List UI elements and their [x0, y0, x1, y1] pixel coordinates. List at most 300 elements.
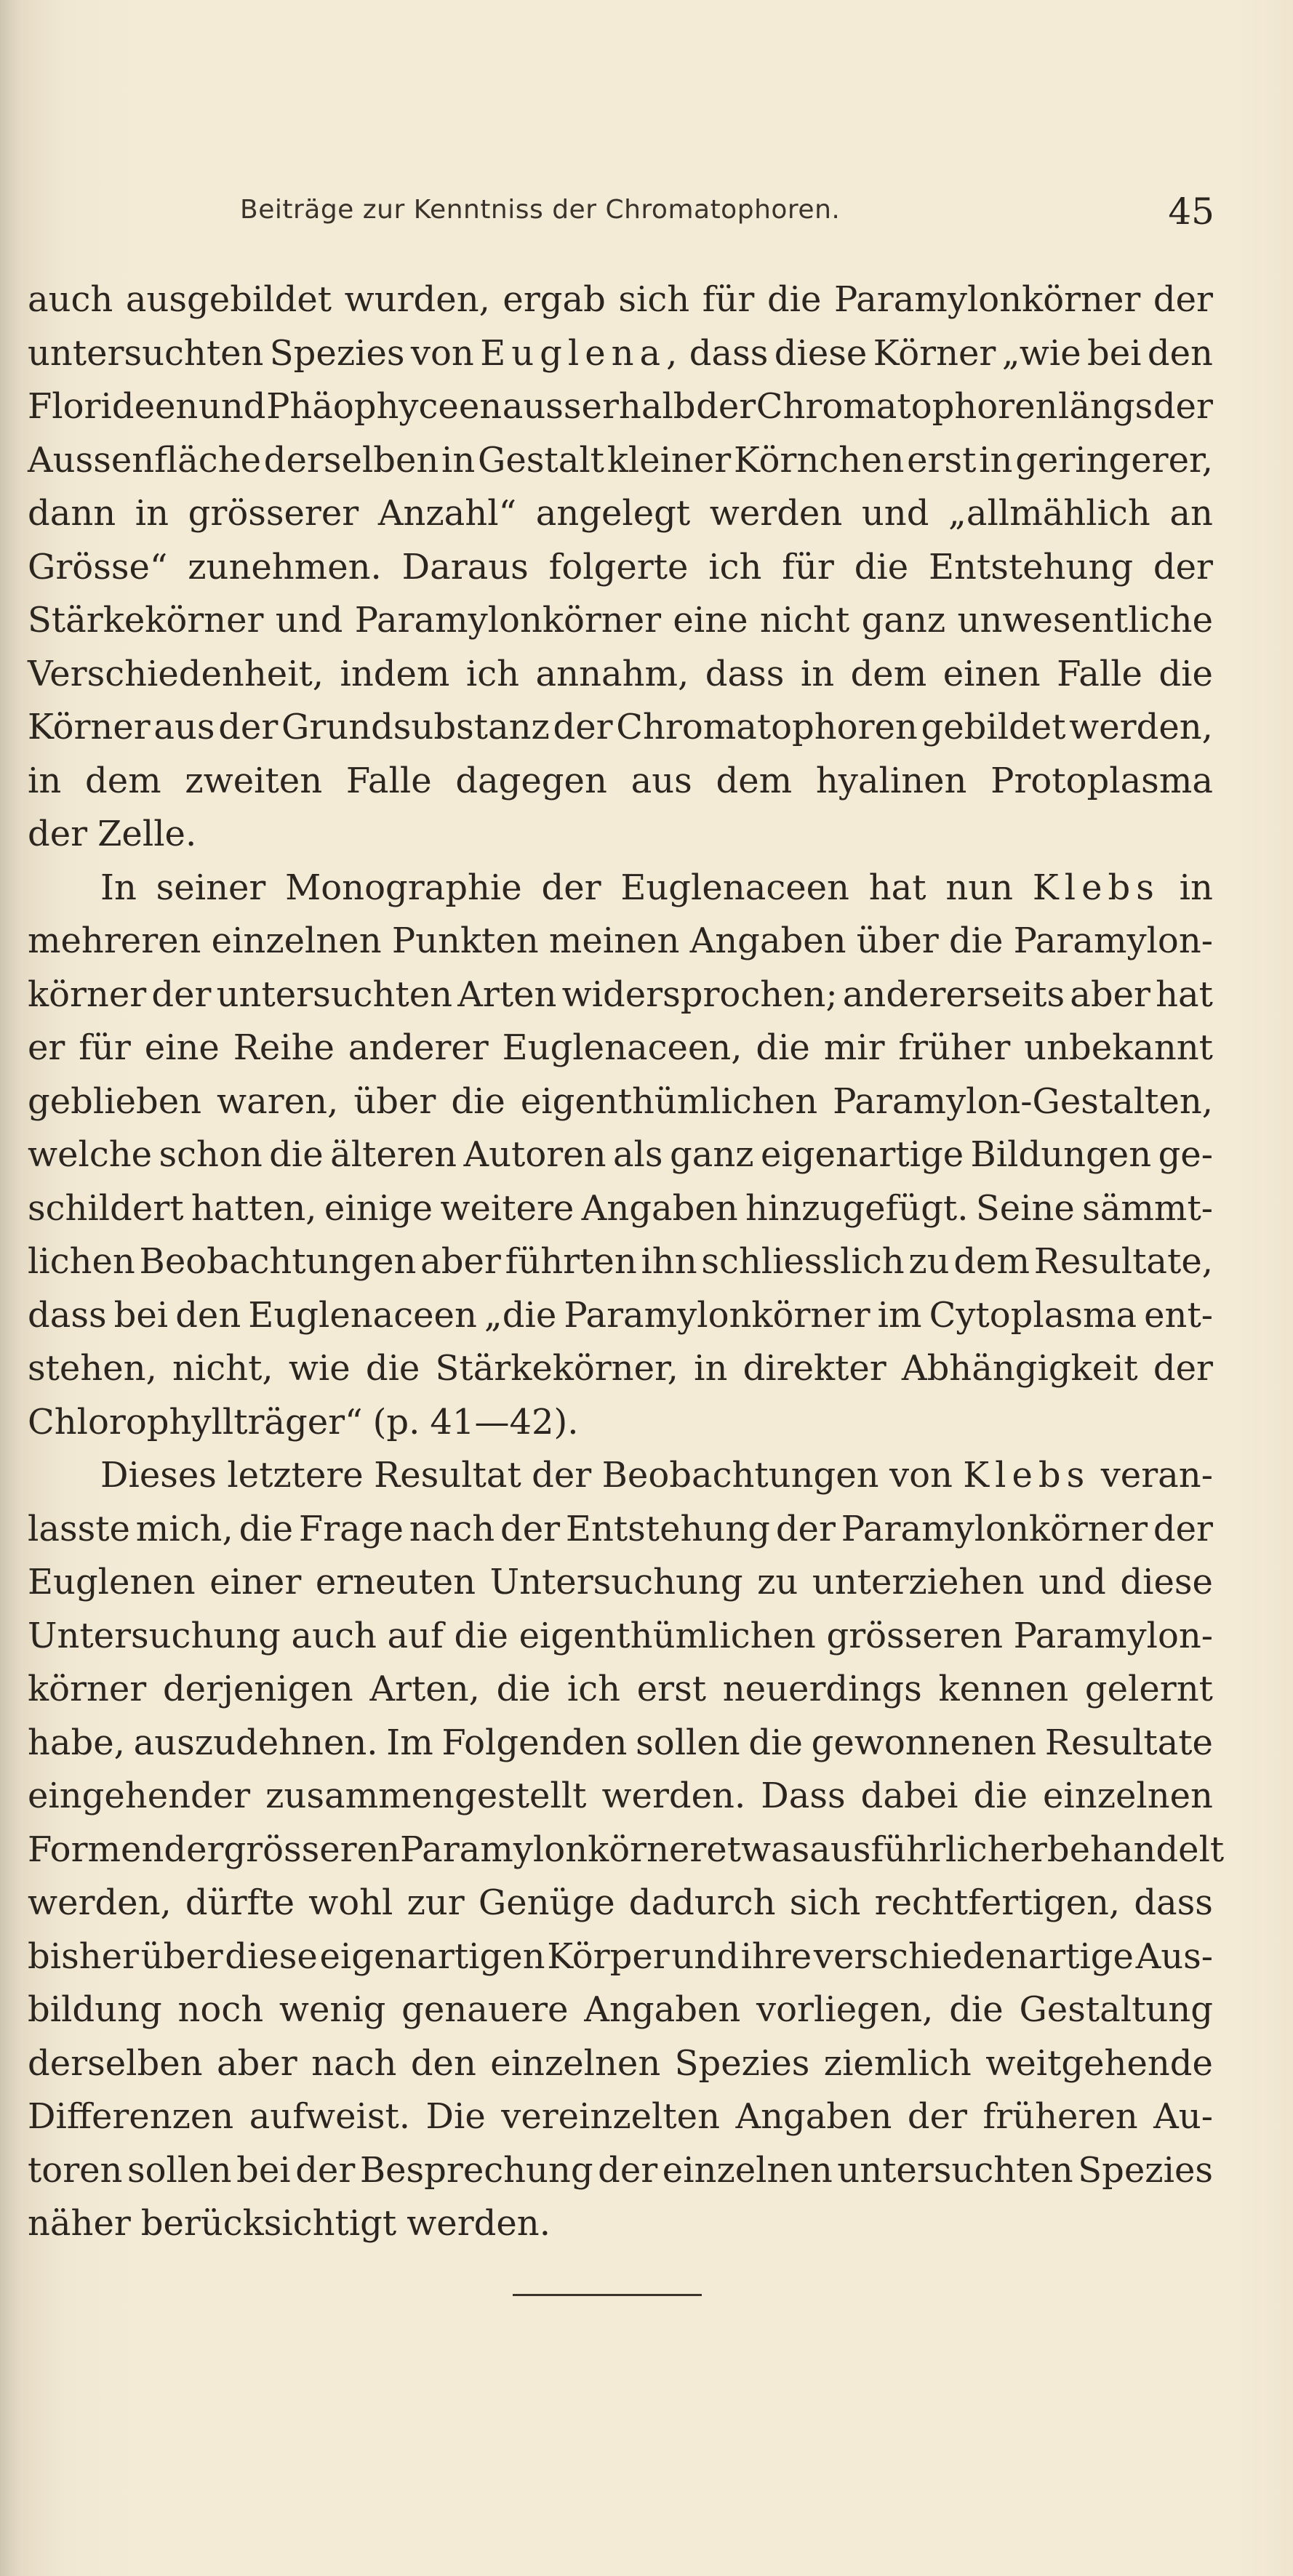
word: einen [942, 653, 1041, 694]
word: der [164, 1829, 224, 1870]
word: direkter [742, 1348, 886, 1389]
word: wohl [308, 1882, 393, 1923]
word: Angaben [584, 1989, 741, 2030]
word: Paramylon- [1013, 920, 1213, 961]
word: ich [708, 546, 762, 587]
word: der [1153, 386, 1213, 427]
word: der [907, 2096, 967, 2137]
word: gewonnenen [811, 1722, 1037, 1763]
word: dem [84, 760, 161, 801]
word: der [696, 386, 756, 427]
word: über [353, 1080, 436, 1122]
word: ganz [669, 1134, 754, 1175]
word: der [295, 2149, 356, 2191]
word: rechtfertigen, [874, 1882, 1121, 1923]
word: nun [945, 867, 1014, 908]
word: Au- [1153, 2096, 1213, 2137]
word: auf [387, 1615, 444, 1656]
word: der [598, 2149, 658, 2191]
word: geringerer, [1015, 439, 1213, 481]
word: lichen [28, 1241, 135, 1282]
word: dem [953, 1241, 1030, 1282]
word: bei [113, 1294, 169, 1336]
word: Beobachtungen [601, 1455, 879, 1496]
text-line [28, 2037, 1213, 2091]
text-line [28, 1075, 1213, 1129]
page-header [240, 190, 1214, 238]
word: Differenzen [28, 2096, 234, 2137]
word: aus [153, 707, 215, 747]
word: der [532, 1455, 592, 1496]
word: die [269, 1134, 324, 1175]
word: derjenigen [162, 1669, 353, 1709]
word: der [28, 814, 88, 854]
word: als [612, 1134, 663, 1175]
word: untersuchten [28, 332, 264, 374]
word: Chlorophyllträger“ [28, 1401, 363, 1443]
word: schildert [28, 1187, 184, 1229]
word: grösseren [826, 1615, 1003, 1656]
word: weitgehende [985, 2042, 1213, 2084]
word: bei [236, 2149, 291, 2191]
text-line [28, 1983, 1213, 2037]
word: Seine [975, 1187, 1075, 1229]
word: der [500, 1508, 561, 1549]
word: Spezies [269, 332, 405, 374]
word: Protoplasma [990, 760, 1213, 801]
word: erneuten [315, 1562, 476, 1602]
word: welche [28, 1134, 153, 1175]
word: gebildet [921, 707, 1066, 747]
word: werden, [1069, 707, 1213, 747]
text-line [28, 648, 1213, 702]
text-line [28, 1449, 1213, 1503]
word: Körner [873, 332, 996, 374]
word: hat [868, 867, 926, 908]
word: der [553, 707, 613, 747]
word: und [198, 386, 266, 427]
word: die [948, 920, 1004, 961]
word: seiner [156, 867, 266, 908]
word: einzelnen [211, 920, 382, 961]
word: der [775, 1508, 836, 1549]
text-line [28, 1128, 1213, 1182]
word: bei [1087, 332, 1142, 374]
word: Die [425, 2096, 486, 2137]
word: zu [757, 1562, 798, 1602]
text-line [28, 1396, 1213, 1450]
word: meinen [548, 920, 680, 961]
word: in [1179, 867, 1213, 908]
word: körner [28, 974, 147, 1015]
word: auch [28, 279, 113, 320]
word: Daraus [401, 546, 529, 587]
word: körner [28, 1669, 147, 1709]
word: wenig [279, 1989, 386, 2030]
word: eine [144, 1027, 220, 1068]
word: werden. [601, 1775, 746, 1816]
word: Entstehung [565, 1508, 770, 1549]
text-line [28, 1503, 1213, 1557]
word: der [151, 974, 212, 1015]
text-line [28, 1182, 1213, 1236]
word: Untersuchung [28, 1615, 281, 1656]
word: ich [567, 1669, 621, 1709]
text-line [28, 1235, 1213, 1289]
word: in [28, 760, 62, 801]
word: nicht [759, 600, 850, 641]
word: Florideen [28, 386, 199, 427]
word: der [218, 707, 279, 747]
word: näher [28, 2203, 131, 2244]
word: eigenthümlichen [519, 1615, 816, 1656]
word: toren [28, 2149, 123, 2191]
word: vereinzelten [501, 2096, 720, 2137]
word: behandelt [1046, 1829, 1225, 1870]
word: Klebs [963, 1455, 1091, 1496]
word: Genüge [478, 1882, 615, 1923]
word: längs [1057, 386, 1153, 427]
word: 41—42). [430, 1401, 579, 1443]
text-line [28, 1823, 1225, 1877]
word: Dieses [100, 1455, 217, 1496]
word: unbekannt [1024, 1027, 1213, 1068]
word: zu [908, 1241, 950, 1282]
word: habe, [28, 1722, 125, 1763]
word: älteren [330, 1134, 457, 1175]
word: der [541, 867, 601, 908]
word: werden, [28, 1882, 172, 1923]
word: in [800, 653, 835, 694]
word: genauere [401, 1989, 569, 2030]
word: von [889, 1455, 953, 1496]
word: kleiner [607, 439, 732, 481]
word: einzelnen [662, 2149, 833, 2191]
word: Abhängigkeit [901, 1348, 1138, 1389]
word: im [877, 1294, 922, 1336]
word: Chromatophoren [756, 386, 1058, 427]
word: einer [209, 1562, 302, 1602]
word: sollen [636, 1722, 740, 1763]
word: derselben [263, 439, 439, 481]
word: über [140, 1935, 223, 1977]
word: stehen, [28, 1348, 157, 1389]
word: Angaben [735, 2096, 892, 2137]
word: sich [789, 1882, 861, 1923]
word: und [275, 600, 343, 641]
word: in [135, 493, 169, 534]
word: Resultate [1044, 1722, 1213, 1763]
word: Punkten [391, 920, 539, 961]
text-line [28, 2197, 1213, 2251]
section-end-rule [513, 2294, 702, 2296]
word: Euglenaceen [620, 867, 849, 908]
word: Paramylonkörner [841, 1508, 1148, 1549]
word: ihre [740, 1935, 812, 1977]
word: dürfte [185, 1882, 295, 1923]
word: dass [1134, 1882, 1213, 1923]
word: Chromatophoren [616, 707, 918, 747]
word: Stärkekörner [28, 600, 264, 641]
word: Angaben [689, 920, 846, 961]
word: nicht, [172, 1348, 273, 1389]
word: aber [216, 2042, 297, 2084]
word: Im [386, 1722, 433, 1763]
word: grösseren [223, 1829, 400, 1870]
word: zunehmen. [188, 546, 382, 587]
word: die [756, 1027, 810, 1068]
word: neuerdings [722, 1669, 922, 1709]
word: Grundsubstanz [281, 707, 550, 747]
word: Körper [547, 1935, 670, 1977]
text-line [28, 1610, 1213, 1664]
word: früher [898, 1027, 1011, 1068]
word: Resultat [374, 1455, 521, 1496]
word: gelernt [1084, 1669, 1213, 1709]
word: Arten, [369, 1669, 480, 1709]
word: hinzugefügt. [745, 1187, 969, 1229]
word: In [100, 867, 137, 908]
word: Gestaltung [1019, 1989, 1213, 2030]
word: Paramylon- [1013, 1615, 1213, 1656]
word: ent- [1144, 1294, 1213, 1336]
word: mir [823, 1027, 885, 1068]
word: mich, [135, 1508, 233, 1549]
text-line [28, 594, 1213, 648]
word: einzelnen [1043, 1775, 1213, 1816]
word: mehreren [28, 920, 201, 961]
word: die [949, 1989, 1004, 2030]
text-line [28, 915, 1213, 968]
text-line [28, 1663, 1213, 1717]
word: aus [631, 760, 692, 801]
word: ausserhalb [502, 386, 696, 427]
word: noch [177, 1989, 264, 2030]
word: und [1038, 1562, 1106, 1602]
word: ihn [641, 1241, 697, 1282]
word: für [782, 546, 834, 587]
word: in [441, 439, 476, 481]
word: Verschiedenheit, [28, 653, 324, 694]
word: der [1153, 279, 1213, 320]
word: auszudehnen. [133, 1722, 378, 1763]
word: unwesentliche [957, 600, 1213, 641]
word: bildung [28, 1989, 162, 2030]
word: auch [291, 1615, 377, 1656]
word: wurden, [344, 279, 490, 320]
word: Paramylon-Gestalten, [833, 1080, 1213, 1122]
text-line [28, 541, 1213, 595]
word: zweiten [185, 760, 323, 801]
word: Gestalt [478, 439, 604, 481]
word: erst [907, 439, 977, 481]
word: Besprechung [359, 2149, 593, 2191]
word: dem [850, 653, 927, 694]
word: grösserer [188, 493, 359, 534]
word: dabei [860, 1775, 958, 1816]
word: die [973, 1775, 1028, 1816]
word: Spezies [1078, 2149, 1213, 2191]
word: „allmählich [948, 493, 1150, 534]
word: ziemlich [823, 2042, 972, 2084]
word: die [496, 1669, 551, 1709]
word: Reihe [233, 1027, 335, 1068]
word: diese [225, 1935, 318, 1977]
word: annahm, [535, 653, 689, 694]
word: Falle [345, 760, 432, 801]
word: führten [505, 1241, 637, 1282]
text-line [28, 808, 1213, 862]
word: zusammengestellt [265, 1775, 587, 1816]
word: letztere [227, 1455, 364, 1496]
word: Klebs [1032, 867, 1160, 908]
word: Spezies [674, 2042, 810, 2084]
word: Stärkekörner, [435, 1348, 678, 1389]
word: dass [689, 332, 769, 374]
word: Folgenden [441, 1722, 628, 1763]
word: Beobachtungen [139, 1241, 417, 1282]
word: den [175, 1294, 241, 1336]
running-title: Beiträge zur Kenntniss der Chromatophoren. [240, 195, 841, 225]
word: weitere [440, 1187, 575, 1229]
word: und [671, 1935, 739, 1977]
text-line [28, 273, 1213, 327]
word: den [1147, 332, 1213, 374]
word: einzelnen [490, 2042, 661, 2084]
word: die [239, 1508, 294, 1549]
text-line [28, 862, 1213, 915]
word: früheren [982, 2096, 1138, 2137]
word: Paramylonkörner [354, 600, 662, 641]
word: etwas [706, 1829, 810, 1870]
word: andererseits [842, 974, 1065, 1015]
text-line [28, 487, 1213, 541]
word: Falle [1057, 653, 1142, 694]
word: waren, [217, 1080, 339, 1122]
word: einige [324, 1187, 433, 1229]
word: die [1158, 653, 1213, 694]
text-line [28, 1022, 1213, 1075]
word: folgerte [548, 546, 689, 587]
word: sich [618, 279, 690, 320]
word: Euglenen [28, 1562, 196, 1602]
word: Phäophyceen [266, 386, 503, 427]
word: Euglenaceen, [502, 1027, 742, 1068]
word: dass [28, 1294, 107, 1336]
word: Zelle. [97, 814, 197, 854]
word: Aus- [1135, 1935, 1213, 1977]
word: die [365, 1348, 420, 1389]
text-line [28, 1342, 1213, 1396]
word: nach [409, 1508, 495, 1549]
word: der [1153, 546, 1213, 587]
word: Paramylonkörner [833, 279, 1141, 320]
word: in [694, 1348, 728, 1389]
word: Paramylonkörner [564, 1294, 870, 1336]
word: werden. [407, 2203, 551, 2244]
word: schliesslich [701, 1241, 905, 1282]
text-line [28, 327, 1213, 381]
word: sämmt- [1082, 1187, 1213, 1229]
word: bisher [28, 1935, 139, 1977]
word: Cytoplasma [929, 1294, 1137, 1336]
word: die [766, 279, 822, 320]
word: ergab [503, 279, 606, 320]
word: Dass [761, 1775, 846, 1816]
word: Autoren [463, 1134, 607, 1175]
word: unterziehen [812, 1562, 1025, 1602]
word: die [451, 1080, 505, 1122]
text-line [28, 701, 1213, 755]
word: an [1169, 493, 1213, 534]
word: diese [774, 332, 868, 374]
word: ich [465, 653, 520, 694]
word: die [854, 546, 909, 587]
word: ganz [861, 600, 946, 641]
word: schon [159, 1134, 263, 1175]
word: Entstehung [929, 546, 1134, 587]
word: veran- [1100, 1455, 1213, 1496]
word: und [861, 493, 929, 534]
word: eigenthümlichen [520, 1080, 818, 1122]
word: (p. [372, 1401, 420, 1443]
word: Bildungen [970, 1134, 1152, 1175]
text-line [28, 434, 1213, 488]
word: Grösse“ [28, 546, 168, 587]
word: erst [636, 1669, 707, 1709]
word: für [702, 279, 755, 320]
word: zur [407, 1882, 465, 1923]
word: Angaben [581, 1187, 738, 1229]
word: dadurch [628, 1882, 776, 1923]
text-line [28, 2144, 1213, 2198]
word: für [79, 1027, 131, 1068]
word: aber [420, 1241, 501, 1282]
word: eigenartigen [319, 1935, 545, 1977]
word: eine [673, 600, 748, 641]
word: hat [1156, 974, 1213, 1015]
text-line [28, 968, 1213, 1022]
word: Formen [28, 1829, 164, 1870]
word: dagegen [455, 760, 607, 801]
word: der [1153, 1508, 1213, 1549]
word: „die [484, 1294, 557, 1336]
text-line [28, 1289, 1213, 1343]
word: untersuchten [837, 2149, 1073, 2191]
word: Aussenfläche [28, 439, 261, 481]
word: indem [340, 653, 450, 694]
word: werden [709, 493, 843, 534]
word: dann [28, 493, 116, 534]
word: verschiedenartige [813, 1935, 1134, 1977]
word: Monographie [285, 867, 522, 908]
text-line [28, 1877, 1213, 1930]
word: untersuchten [216, 974, 453, 1015]
word: derselben [28, 2042, 203, 2084]
word: „wie [1001, 332, 1081, 374]
word: eingehender [28, 1775, 251, 1816]
word: diese [1120, 1562, 1213, 1602]
word: nach [311, 2042, 397, 2084]
body-text [28, 273, 1225, 2251]
word: Körnchen [733, 439, 905, 481]
word: Paramylonkörner [399, 1829, 707, 1870]
word: er [28, 1027, 65, 1068]
word: Resultate, [1033, 1241, 1213, 1282]
word: hatten, [191, 1187, 317, 1229]
word: aber [1070, 974, 1150, 1015]
text-line [28, 1930, 1213, 1984]
